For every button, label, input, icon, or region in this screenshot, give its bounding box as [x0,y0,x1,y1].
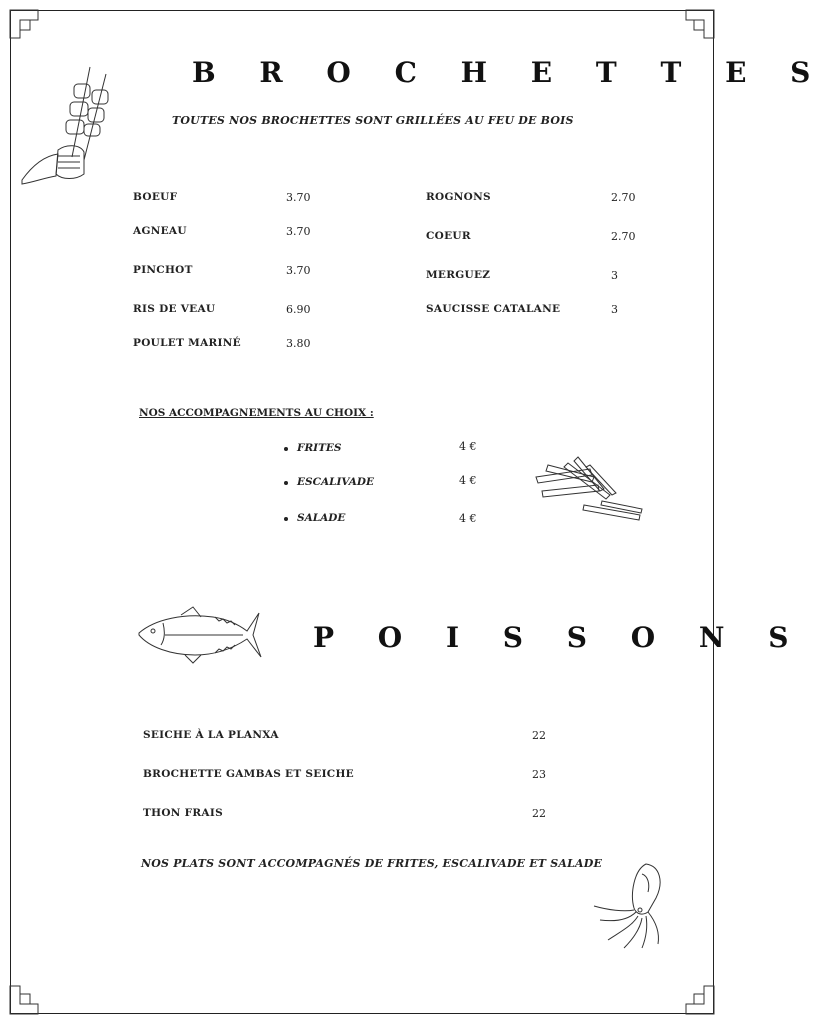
bullet-escalivade [284,481,288,485]
corner-ornament-bottom-left [8,976,48,1016]
brochette-item-saucisse-catalane: SAUCISSE CATALANE [426,303,561,315]
poisson-item-thon-frais: THON FRAIS [143,807,223,819]
brochette-price-coeur: 2.70 [611,230,636,243]
side-price-frites: 4 € [459,440,477,453]
brochettes-subtitle: TOUTES NOS BROCHETTES SONT GRILLÉES AU FEU DE BOIS [172,114,574,127]
brochette-price-pinchot: 3.70 [286,264,311,277]
side-price-salade: 4 € [459,512,477,525]
brochette-item-coeur: COEUR [426,230,471,242]
poissons-title: P O I S S O N S [313,621,806,654]
brochette-price-merguez: 3 [611,269,618,282]
brochette-item-ris-de-veau: RIS DE VEAU [133,303,216,315]
brochette-item-poulet-marine: POULET MARINÉ [133,337,241,349]
poisson-price-seiche: 22 [532,729,546,742]
brochette-item-pinchot: PINCHOT [133,264,193,276]
brochette-item-agneau: AGNEAU [133,225,187,237]
brochette-price-saucisse-catalane: 3 [611,303,618,316]
corner-ornament-top-right [676,8,716,48]
brochette-price-ris-de-veau: 6.90 [286,303,311,316]
bullet-salade [284,517,288,521]
brochette-price-boeuf: 3.70 [286,191,311,204]
accompagnements-heading: NOS ACCOMPAGNEMENTS AU CHOIX : [139,407,374,419]
tuna-fish-icon [135,605,265,667]
brochette-item-merguez: MERGUEZ [426,269,491,281]
brochette-price-agneau: 3.70 [286,225,311,238]
brochettes-title: B R O C H E T T E S [192,56,827,89]
brochette-price-poulet-marine: 3.80 [286,337,311,350]
brochette-item-boeuf: BOEUF [133,191,178,203]
side-item-frites: FRITES [297,442,342,454]
poisson-item-brochette-gambas: BROCHETTE GAMBAS ET SEICHE [143,768,354,780]
poisson-price-brochette-gambas: 23 [532,768,546,781]
side-price-escalivade: 4 € [459,474,477,487]
squid-icon [590,860,670,950]
corner-ornament-bottom-right [676,976,716,1016]
poisson-item-seiche: SEICHE À LA PLANXA [143,729,279,741]
side-item-escalivade: ESCALIVADE [297,476,374,488]
side-item-salade: SALADE [297,512,346,524]
poissons-footnote: NOS PLATS SONT ACCOMPAGNÉS DE FRITES, ESCALIVADE ET SALADE [141,857,603,870]
poisson-price-thon-frais: 22 [532,807,546,820]
brochette-item-rognons: ROGNONS [426,191,491,203]
fries-icon [528,455,648,525]
bullet-frites [284,447,288,451]
brochette-price-rognons: 2.70 [611,191,636,204]
skewer-hand-icon [18,62,128,192]
corner-ornament-top-left [8,8,48,48]
